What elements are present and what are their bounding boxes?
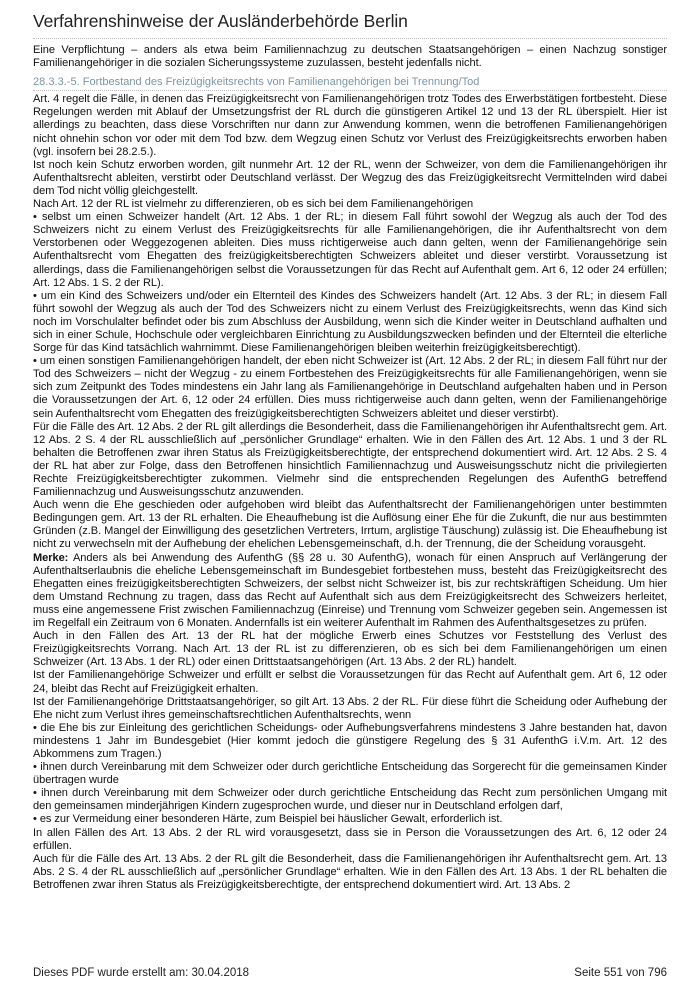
- bullet-item: • ihnen durch Vereinbarung mit dem Schweizer oder durch gerichtliche Entscheidung das Sorgerecht für die gemeinsamen Kinder übertragen wurde: [33, 761, 667, 787]
- bullet-item: • die Ehe bis zur Einleitung des gerichtlichen Scheidungs- oder Aufhebungsverfahrens mindestens 3 Jahre bestanden hat, davon mindestens 1 Jahr im Bundesgebiet (Hier kommt jedoch die günstigere Regelung des § 31 AufenthG i.V.m. Art. 12 des Abkommens zum Tragen.): [33, 721, 667, 760]
- body-paragraph: Art. 4 regelt die Fälle, in denen das Freizügigkeitsrecht von Familienangehörigen trotz Todes des Erwerbstätigen fortbesteht. Diese Regelungen werden mit Ablauf der Umsetzungsfrist der RL durch die günstigeren Artikel 12 und 13 der RL überspielt. Hier ist allerdings zu beachten, dass diese Vorschriften nur dann zur Anwendung kommen, wenn die betroffenen Familienangehörigen nicht ohnehin schon vor oder mit dem Tod bzw. dem Wegzug einen Schutz vor Verlust des Freizügigkeitsrechts erworben haben (vgl. insofern bei 28.2.5.).: [33, 93, 667, 158]
- footer-created-date: Dieses PDF wurde erstellt am: 30.04.2018: [33, 967, 250, 979]
- body-paragraph: Für die Fälle des Art. 12 Abs. 2 der RL gilt allerdings die Besonderheit, dass die Familienangehörigen ihr Aufenthaltsrecht gem. Art. 12 Abs. 2 S. 4 der RL ausschließlich auf „persönlicher Grundlage“ erhalten. Wie in den Fällen des Art. 12 Abs. 1 und 3 der RL behalten die Betroffenen zwar ihren Status als Freizügigkeitsberechtigte, der entsprechend dokumentiert wird. Art. 12 Abs. 2 S. 4 der RL hat aber zur Folge, dass den Betroffenen hinsichtlich Familiennachzug und Ausweisungsschutz nicht die privilegierten Rechte Freizügigkeitsberechtigter zukommen. Vielmehr sind die entsprechenden Regelungen des AufenthG betreffend Familiennachzug und Ausweisungsschutz anzuwenden.: [33, 420, 667, 499]
- bullet-item: • um einen sonstigen Familienangehörigen handelt, der eben nicht Schweizer ist (Art. 12 Abs. 2 der RL; in diesem Fall führt nur der Tod des Schweizers – nicht der Wegzug - zu einem Fortbestehen des Freizügigkeitsrechts für alle Familienangehörigen, wenn sie sich zum Zeitpunkt des Todes mindestens ein Jahr lang als Familienangehörige in Deutschland aufgehalten haben und in Person die Voraussetzungen der Art. 6, 12 oder 24 erfüllen. Dies muss richtigerweise auch dann gelten, wenn der Familienangehörige sein Aufenthaltsrecht vom Ehegatten des freizügigkeitsberechtigten Schweizers ableitet und dieser verstirbt).: [33, 355, 667, 420]
- page-title: Verfahrenshinweise der Ausländerbehörde Berlin: [33, 11, 408, 31]
- bullet-item: • um ein Kind des Schweizers und/oder ein Elternteil des Kindes des Schweizers handelt (Art. 12 Abs. 3 der RL; in diesem Fall führt sowohl der Wegzug als auch der Tod des Schweizers nicht zu einem Verlust des Freizügigkeitsrechts, wenn das Kind sich noch im Vorschulalter befindet oder bis zum Abschluss der Ausbildung, wenn sich die Kinder weiter in Deutschland aufhalten und sich in einer Schule, Hochschule oder vergleichbaren Einrichtung zu Ausbildungszwecken befinden und der Elternteil die elterliche Sorge für das Kind tatsächlich wahrnimmt. Diese Familienangehörigen bleiben weiterhin freizügigkeitsberechtigt).: [33, 289, 667, 355]
- body-paragraph: Auch wenn die Ehe geschieden oder aufgehoben wird bleibt das Aufenthaltsrecht der Familienangehörigen unter bestimmten Bedingungen gem. Art. 13 der RL erhalten. Die Eheaufhebung ist die Auflösung einer Ehe für die Zukunft, die nur aus bestimmten Gründen (z.B. Mangel der Einwilligung des gesetzlichen Vertreters, Irrtum, arglistige Täuschung) zulässig ist. Die Eheaufhebung ist nicht zu verwechseln mit der Aufhebung der ehelichen Lebensgemeinschaft, d.h. der Trennung, die der Scheidung vorausgeht.: [33, 499, 667, 551]
- section-heading: 28.3.3.-5. Fortbestand des Freizügigkeitsrechts von Familienangehörigen bei Trennung/Tod: [33, 76, 480, 89]
- section-divider: [33, 90, 667, 91]
- body-paragraph: Auch für die Fälle des Art. 13 Abs. 2 der RL gilt die Besonderheit, dass die Familienangehörigen ihr Aufenthaltsrecht gem. Art. 13 Abs. 2 S. 4 der RL ausschließlich auf „persönlicher Grundlage“ erhalten. Wie in den Fällen des Art. 13 Abs. 1 der RL behalten die Betroffenen zwar ihren Status als Freizügigkeitsberechtigte, der entsprechend dokumentiert wird. Art. 13 Abs. 2: [33, 852, 667, 891]
- body-paragraph: Ist der Familienangehörige Drittstaatsangehöriger, so gilt Art. 13 Abs. 2 der RL. Für diese führt die Scheidung oder Aufhebung der Ehe nicht zum Verlust ihres gemeinschaftsrechtlichen Aufenthaltsrechts, wenn: [33, 695, 667, 721]
- bullet-item: • es zur Vermeidung einer besonderen Härte, zum Beispiel bei häuslicher Gewalt, erforderlich ist.: [33, 813, 503, 826]
- intro-paragraph: Eine Verpflichtung – anders als etwa beim Familiennachzug zu deutschen Staatsangehörigen – einen Nachzug sonstiger Familienangehöriger in die sozialen Sicherungssysteme zuzulassen, besteht jedenfalls nicht.: [33, 44, 667, 70]
- footer-page-number: Seite 551 von 796: [574, 967, 667, 979]
- document-page: [33, 0, 667, 892]
- body-paragraph: In allen Fällen des Art. 13 Abs. 2 der RL wird vorausgesetzt, dass sie in Person die Voraussetzungen des Art. 6, 12 oder 24 erfüllen.: [33, 826, 667, 852]
- body-paragraph: Ist der Familienangehörige Schweizer und erfüllt er selbst die Voraussetzungen für das Recht auf Aufenthalt gem. Art 6, 12 oder 24, bleibt das Recht auf Freizügigkeit erhalten.: [33, 669, 667, 695]
- title-divider: [33, 38, 667, 39]
- bullet-item: • ihnen durch Vereinbarung mit dem Schweizer oder durch gerichtliche Entscheidung das Recht zum persönlichen Umgang mit den gemeinsamen minderjährigen Kindern zugesprochen wurde, und dieser nur in Deutschland erfolgen darf,: [33, 787, 667, 813]
- merke-text: Anders als bei Anwendung des AufenthG (§§ 28 u. 30 AufenthG), wonach für einen Anspruch auf Verlängerung der Aufenthaltserlaubnis die eheliche Lebensgemeinschaft im Bundesgebiet fortbestehen muss, besteht das Freizügigkeitsrecht des Ehegatten eines freizügigkeitsberechtigten Schweizers, der selbst nicht Schweizer ist, bis zur rechtskräftigen Scheidung. Um hier dem Umstand Rechnung zu tragen, dass das Recht auf Aufenthalt sich aus dem Freizügigkeitsrecht des Schweizers herleitet, muss eine angemessene Frist zwischen Familiennachzug (Einreise) und Trennung vom Schweizer gegeben sein. Angemessen ist im Regelfall ein Zeitraum von 6 Monaten. Andernfalls ist ein weiterer Aufenthalt im Rahmen des Aufenthaltsgesetzes zu prüfen.: [33, 551, 667, 630]
- body-paragraph: Nach Art. 12 der RL ist vielmehr zu differenzieren, ob es sich bei dem Familienangehörigen: [33, 198, 474, 211]
- body-paragraph: Ist noch kein Schutz erworben worden, gilt nunmehr Art. 12 der RL, wenn der Schweizer, von dem die Familienangehörigen ihr Aufenthaltsrecht ableiten, verstirbt oder Deutschland verlässt. Der Wegzug des das Freizügigkeitsrecht Vermittelnden wird dabei dem Tod nicht völlig gleichgestellt.: [33, 158, 667, 197]
- body-paragraph: Auch in den Fällen des Art. 13 der RL hat der mögliche Erwerb eines Schutzes vor Feststellung des Verlust des Freizügigkeitsrechts Vorrang. Nach Art. 13 der RL ist zu differenzieren, ob es sich bei dem Familienangehörigen um einen Schweizer (Art. 13 Abs. 1 der RL) oder einen Drittstaatsangehörigen (Art. 13 Abs. 2 der RL) handelt.: [33, 630, 667, 669]
- bullet-item: • selbst um einen Schweizer handelt (Art. 12 Abs. 1 der RL; in diesem Fall führt sowohl der Wegzug als auch der Tod des Schweizers nicht zu einem Verlust des Freizügigkeitsrechts für alle Familienangehörigen, die ihr Aufenthaltsrecht von dem Verstorbenen oder Weggezogenen ableiten. Dies muss richtigerweise auch dann gelten, wenn der Familienangehörige sein Aufenthaltsrecht vom Ehegatten des freizügigkeitsberechtigten Schweizers ableitet und dieser verstirbt. Voraussetzung ist allerdings, dass die Familienangehörigen selbst die Voraussetzungen für das Recht auf Aufenthalt gem. Art 6, 12 oder 24 erfüllen; Art. 12 Abs. 1 S. 2 der RL).: [33, 211, 667, 289]
- merke-label: Merke:: [33, 551, 69, 564]
- merke-note: [33, 552, 667, 631]
